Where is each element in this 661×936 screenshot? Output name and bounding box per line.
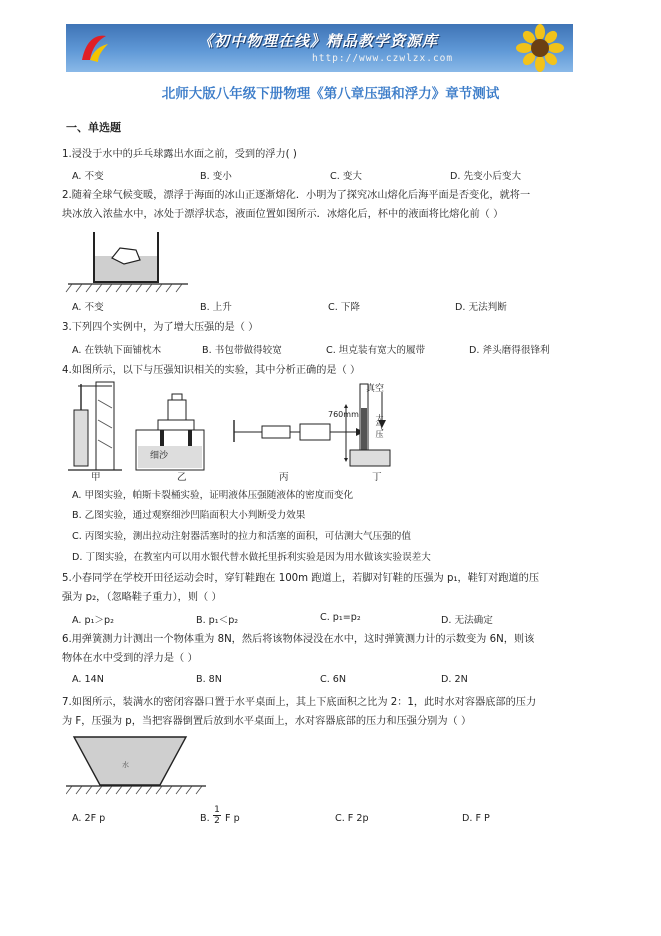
q5-option-d: D. 无法确定 <box>441 615 493 626</box>
figure-label-ding: 丁 <box>372 472 382 483</box>
section-title: 一、单选题 <box>66 121 121 134</box>
question-2-stem-line2: 块冰放入浓盐水中，冰处于漂浮状态，液面位置如图所示．冰熔化后，杯中的液面将比熔化前（ ） <box>62 209 504 220</box>
site-logo-icon <box>76 30 112 66</box>
water-label: 水 <box>122 761 129 769</box>
question-2-stem-line1: 2.随着全球气候变暖，漂浮于海面的冰山正逐渐熔化．小明为了探究冰山熔化后海平面是否变化，就将一 <box>62 190 531 201</box>
banner-title: 《初中物理在线》精品教学资源库 <box>198 32 439 50</box>
q4-option-a: A. 甲图实验，帕斯卡裂桶实验，证明液体压强随液体的密度而变化 <box>72 490 354 501</box>
q6-option-d: D. 2N <box>441 674 468 685</box>
q1-option-b: B. 变小 <box>200 171 232 182</box>
figure-bing <box>234 420 364 442</box>
fraction-numerator: 1 <box>214 805 220 815</box>
q4-option-d: D. 丁图实验，在教室内可以用水银代替水做托里拆利实验是因为用水做该实验误差大 <box>72 552 431 563</box>
question-4-stem: 4.如图所示，以下与压强知识相关的实验，其中分析正确的是（ ） <box>62 365 361 376</box>
header-banner <box>66 24 573 72</box>
question-6-stem-line1: 6.用弹簧测力计测出一个物体重为 8N，然后将该物体浸没在水中，这时弹簧测力计的示数变为 6N，则该 <box>62 634 535 645</box>
question-1-stem: 1.浸没于水中的乒乓球露出水面之前，受到的浮力( ) <box>62 149 297 160</box>
figure-sand-label: 细沙 <box>150 451 169 461</box>
pressure-experiments-figure <box>66 380 406 484</box>
beaker-ice-figure <box>64 228 194 294</box>
question-5-stem-line1: 5.小春同学在学校开田径运动会时，穿钉鞋跑在 100m 跑道上，若脚对钉鞋的压强为 p₁，鞋钉对跑道的压 <box>62 573 540 584</box>
q2-option-a: A. 不变 <box>72 302 104 313</box>
question-7-stem-line1: 7.如图所示，装满水的密闭容器口置于水平桌面上，其上下底面积之比为 2：1，此时水对容器底部的压力 <box>62 697 537 708</box>
q7-option-a: A. 2F p <box>72 813 106 824</box>
q7-option-b-prefix: B. <box>200 813 210 824</box>
q1-option-c: C. 变大 <box>330 171 362 182</box>
figure-label-jia: 甲 <box>91 472 101 483</box>
q6-option-a: A. 14N <box>72 674 104 685</box>
q5-option-a: A. p₁＞p₂ <box>72 615 114 626</box>
q2-option-b: B. 上升 <box>200 302 232 313</box>
question-7-stem-line2: 为 F，压强为 p，当把容器倒置后放到水平桌面上，水对容器底部的压力和压强分别为（ ） <box>62 716 472 727</box>
q7-option-b-fraction <box>213 805 221 826</box>
question-6-stem-line2: 物体在水中受到的浮力是（ ） <box>62 653 198 664</box>
q4-option-c: C. 丙图实验，测出拉动注射器活塞时的拉力和活塞的面积，可估测大气压强的值 <box>72 531 411 542</box>
q3-option-c: C. 坦克装有宽大的履带 <box>326 345 426 356</box>
figure-atm-label: 大气压 <box>375 414 384 438</box>
question-5-stem-line2: 强为 p₂，（忽略鞋子重力），则（ ） <box>62 592 222 603</box>
figure-label-yi: 乙 <box>177 472 187 483</box>
q7-option-b-rest: F p <box>225 813 240 824</box>
q2-option-c: C. 下降 <box>328 302 360 313</box>
q3-option-a: A. 在铁轨下面铺枕木 <box>72 345 162 356</box>
fraction-denominator: 2 <box>214 816 220 826</box>
container-figure <box>66 735 216 795</box>
q3-option-d: D. 斧头磨得很锋利 <box>469 345 550 356</box>
q4-option-b: B. 乙图实验，通过观察细沙凹陷面积大小判断受力效果 <box>72 510 306 521</box>
figure-760mm-label: 760mm <box>328 410 359 419</box>
q5-option-c: C. p₁=p₂ <box>320 612 361 623</box>
q7-option-c: C. F 2p <box>335 813 369 824</box>
figure-yi <box>136 394 204 470</box>
q6-option-b: B. 8N <box>196 674 222 685</box>
q1-option-d: D. 先变小后变大 <box>450 171 522 182</box>
figure-vacuum-label: 真空 <box>366 384 385 394</box>
figure-label-bing: 丙 <box>279 472 289 483</box>
banner-url: http://www.czwlzx.com <box>312 53 454 64</box>
figure-jia <box>68 382 122 470</box>
question-3-stem: 3.下列四个实例中，为了增大压强的是（ ） <box>62 322 259 333</box>
document-title: 北师大版八年级下册物理《第八章压强和浮力》章节测试 <box>161 86 500 102</box>
q1-option-a: A. 不变 <box>72 171 104 182</box>
q6-option-c: C. 6N <box>320 674 347 685</box>
q7-option-d: D. F P <box>462 813 490 824</box>
q3-option-b: B. 书包带做得较宽 <box>202 345 282 356</box>
sunflower-icon <box>515 24 565 72</box>
q2-option-d: D. 无法判断 <box>455 302 507 313</box>
q5-option-b: B. p₁＜p₂ <box>196 615 239 626</box>
